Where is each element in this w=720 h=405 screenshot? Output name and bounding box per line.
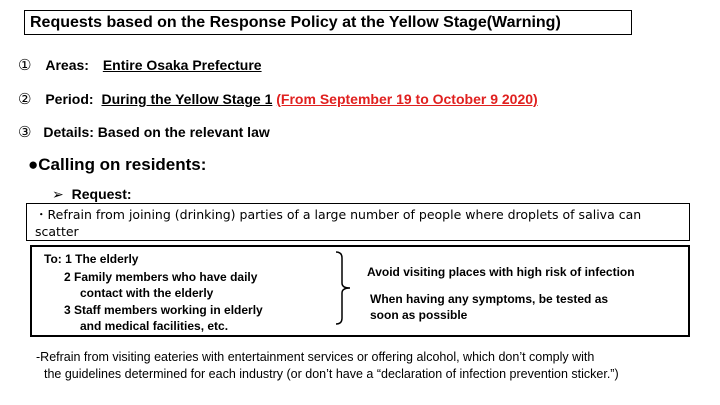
target-line-3a: 3 Staff members working in elderly — [64, 303, 263, 317]
footer-line-1: -Refrain from visiting eateries with entertainment services or offering alcohol, which don’t comply with — [36, 350, 595, 364]
details-label: Details: Based on the relevant law — [43, 124, 270, 140]
details-number: ③ — [18, 124, 32, 141]
target-line-2a: 2 Family members who have daily — [64, 270, 258, 284]
request-heading-row — [52, 186, 132, 203]
target-line-2b: contact with the elderly — [80, 286, 214, 300]
residents-heading-row — [28, 155, 206, 175]
title-box — [24, 10, 632, 35]
page-title: Requests based on the Response Policy at the Yellow Stage(Warning) — [30, 14, 561, 31]
areas-value: Entire Osaka Prefecture — [102, 57, 262, 73]
period-label: Period: — [45, 91, 94, 107]
footer-line-2: the guidelines determined for each industry (or don’t have a “declaration of infection prevention sticker.”) — [44, 367, 619, 381]
areas-number: ① — [18, 57, 32, 74]
bullet-icon: ● — [28, 155, 39, 174]
right-brace-icon — [334, 250, 356, 326]
advice-line-2a: When having any symptoms, be tested as — [370, 292, 609, 306]
targets-box — [30, 245, 690, 337]
advice-line-2b: soon as possible — [370, 308, 468, 322]
target-line-3b: and medical facilities, etc. — [80, 319, 229, 333]
request-box — [26, 203, 690, 241]
advice-line-1: Avoid visiting places with high risk of infection — [367, 265, 635, 279]
period-number: ② — [18, 91, 32, 108]
request-label: Request: — [71, 186, 132, 202]
period-row — [18, 90, 538, 108]
areas-row — [18, 56, 262, 74]
request-text: ・Refrain from joining (drinking) parties of a large number of people where droplets of saliva can scatter — [35, 207, 642, 239]
arrow-marker-icon: ➢ — [52, 186, 64, 202]
details-row — [18, 123, 270, 141]
areas-label: Areas: — [45, 57, 89, 73]
target-line-1: To: 1 The elderly — [44, 252, 139, 266]
period-dates: (From September 19 to October 9 2020) — [276, 91, 538, 107]
residents-heading: Calling on residents: — [38, 155, 207, 174]
period-value: During the Yellow Stage 1 — [101, 91, 273, 107]
